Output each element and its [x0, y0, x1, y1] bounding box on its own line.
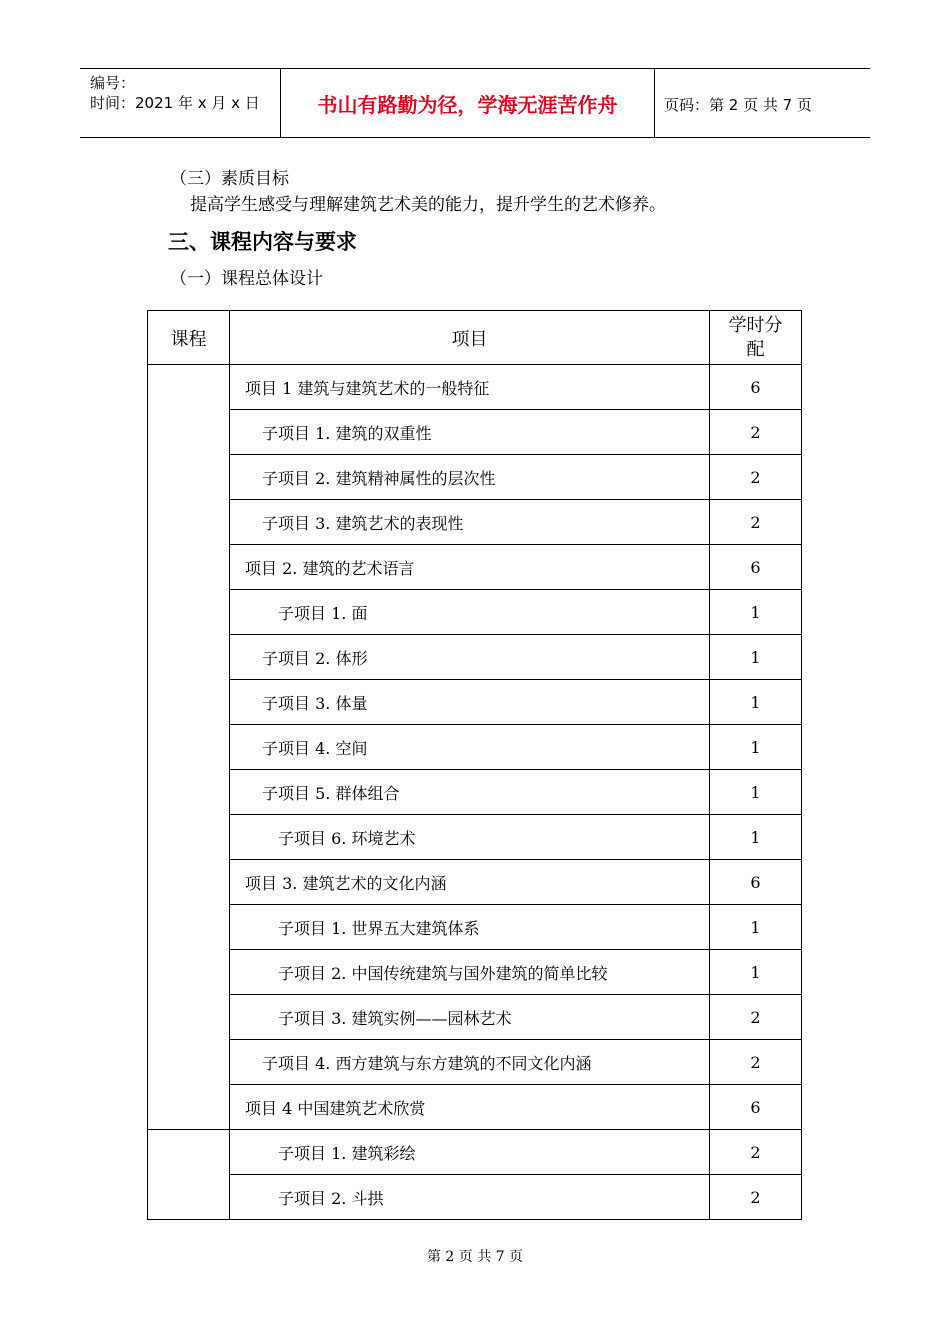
table-row: [148, 410, 802, 455]
hours-cell: 2: [710, 995, 802, 1040]
table-row: [148, 1175, 802, 1220]
header-page-label: 页码：第 2 页 共 7 页: [664, 96, 812, 114]
table-row: [148, 1040, 802, 1085]
item-cell: 子项目 1. 世界五大建筑体系: [230, 905, 710, 950]
table-row: [148, 905, 802, 950]
course-cell-2: [148, 1130, 230, 1220]
item-cell: 项目 2. 建筑的艺术语言: [230, 545, 710, 590]
hours-cell: 1: [710, 950, 802, 995]
table-row: [148, 860, 802, 905]
table-row: [148, 545, 802, 590]
hours-cell: 1: [710, 725, 802, 770]
header-hours: [710, 311, 802, 365]
hours-cell: 6: [710, 545, 802, 590]
course-design-table: [147, 310, 802, 1220]
item-cell: 子项目 4. 西方建筑与东方建筑的不同文化内涵: [230, 1040, 710, 1085]
document-date-label: 时间：2021 年 x 月 x 日: [90, 94, 260, 112]
table-header-row: [148, 311, 802, 365]
header-motto: 书山有路勤为径，学海无涯苦作舟: [280, 69, 655, 137]
item-cell: 子项目 2. 体形: [230, 635, 710, 680]
table-row: [148, 950, 802, 995]
item-cell: 子项目 4. 空间: [230, 725, 710, 770]
hours-cell: 1: [710, 590, 802, 635]
subsection-title: （一）课程总体设计: [170, 269, 323, 289]
item-cell: 子项目 2. 斗拱: [230, 1175, 710, 1220]
item-cell: 子项目 1. 面: [230, 590, 710, 635]
item-cell: 子项目 3. 建筑实例——园林艺术: [230, 995, 710, 1040]
chapter-title: 三、课程内容与要求: [168, 230, 357, 254]
item-cell: 子项目 3. 建筑艺术的表现性: [230, 500, 710, 545]
item-cell: 子项目 3. 体量: [230, 680, 710, 725]
item-cell: 子项目 1. 建筑彩绘: [230, 1130, 710, 1175]
hours-cell: 1: [710, 635, 802, 680]
table-row: [148, 680, 802, 725]
page-header: [80, 68, 870, 138]
table-row: [148, 500, 802, 545]
table-row: [148, 635, 802, 680]
section-quality-goal-text: 提高学生感受与理解建筑艺术美的能力，提升学生的艺术修养。: [190, 195, 666, 215]
table-row: [148, 725, 802, 770]
table-row: [148, 1130, 802, 1175]
course-cell-1: [148, 365, 230, 1130]
item-cell: 项目 3. 建筑艺术的文化内涵: [230, 860, 710, 905]
table-row: [148, 590, 802, 635]
table-row: [148, 455, 802, 500]
hours-cell: 1: [710, 905, 802, 950]
item-cell: 子项目 1. 建筑的双重性: [230, 410, 710, 455]
item-cell: 子项目 5. 群体组合: [230, 770, 710, 815]
section-quality-goal-title: （三）素质目标: [170, 169, 289, 189]
hours-cell: 2: [710, 1130, 802, 1175]
page-footer: 第 2 页 共 7 页: [426, 1249, 524, 1265]
header-course: 课程: [148, 311, 230, 365]
item-cell: 子项目 2. 中国传统建筑与国外建筑的简单比较: [230, 950, 710, 995]
item-cell: 子项目 2. 建筑精神属性的层次性: [230, 455, 710, 500]
hours-cell: 2: [710, 500, 802, 545]
table-row: [148, 995, 802, 1040]
item-cell: 项目 1 建筑与建筑艺术的一般特征: [230, 365, 710, 410]
hours-cell: 2: [710, 1175, 802, 1220]
table-row: [148, 1085, 802, 1130]
header-hours-label: 学时分配: [728, 314, 783, 360]
hours-cell: 6: [710, 860, 802, 905]
item-cell: 子项目 6. 环境艺术: [230, 815, 710, 860]
hours-cell: 6: [710, 1085, 802, 1130]
hours-cell: 6: [710, 365, 802, 410]
table-row: [148, 815, 802, 860]
hours-cell: 1: [710, 815, 802, 860]
hours-cell: 2: [710, 410, 802, 455]
hours-cell: 2: [710, 455, 802, 500]
hours-cell: 1: [710, 680, 802, 725]
item-cell: 项目 4 中国建筑艺术欣赏: [230, 1085, 710, 1130]
table-row: [148, 365, 802, 410]
hours-cell: 2: [710, 1040, 802, 1085]
document-number-label: 编号：: [90, 74, 136, 92]
header-left-cell: [80, 69, 280, 137]
header-item: 项目: [230, 311, 710, 365]
hours-cell: 1: [710, 770, 802, 815]
table-row: [148, 770, 802, 815]
